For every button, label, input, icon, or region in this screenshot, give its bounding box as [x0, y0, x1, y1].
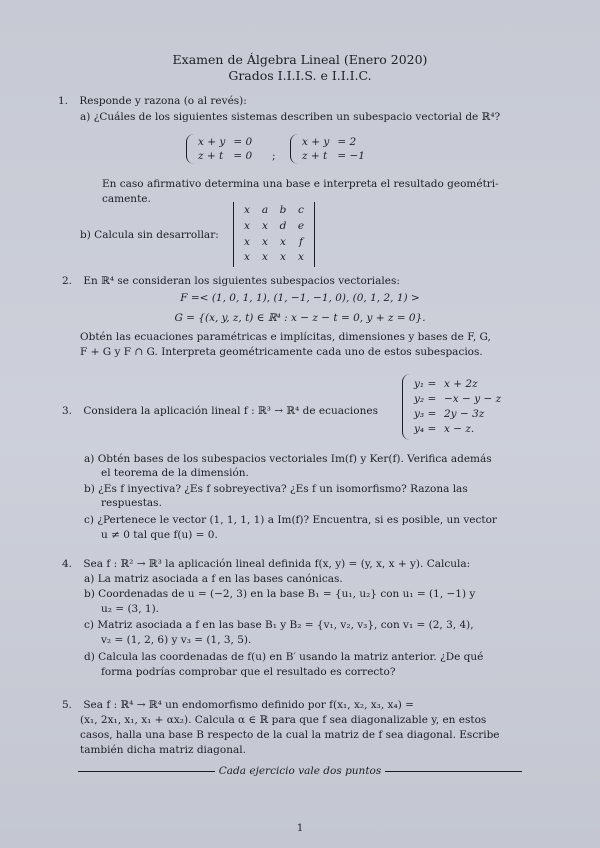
- q4-number: 4.: [62, 558, 73, 570]
- q4b-label: b): [84, 588, 95, 600]
- q3b-label: b): [84, 483, 95, 495]
- points-note: [78, 764, 522, 778]
- q3-eq-lhs: y₁ =: [414, 377, 437, 390]
- determinant: [233, 202, 315, 267]
- q4-intro: Sea f : ℝ² → ℝ³ la aplicación lineal definida f(x, y) = (y, x, x + y). Calcula:: [83, 558, 471, 570]
- q3a-label: a): [84, 453, 95, 465]
- q3b-line-1: [84, 482, 468, 496]
- page-number: 1: [296, 823, 304, 834]
- q2-intro: En ℝ⁴ se consideran los siguientes subespacios vectoriales:: [83, 275, 400, 287]
- q3c-line-1: [84, 513, 497, 527]
- q3-header: [62, 404, 378, 418]
- sys2-lhs-1: x + y: [302, 135, 330, 148]
- q1a-follow-2: camente.: [102, 193, 151, 205]
- q3b-line-2: respuestas.: [101, 497, 162, 509]
- q4d-line-1: [84, 650, 483, 664]
- q3-eq-lhs: y₃ =: [414, 408, 437, 420]
- q3-eq-rhs: −x − y − z: [444, 392, 502, 405]
- q2-header: [62, 274, 400, 288]
- q3c-line-2: u ≠ 0 tal que f(u) = 0.: [101, 529, 218, 541]
- q1-system-1: [186, 134, 252, 164]
- exam-subtitle: Grados I.I.I.S. e I.I.I.C.: [228, 68, 372, 83]
- q4a-label: a): [84, 573, 95, 585]
- points-note-text: Cada ejercicio vale dos puntos: [218, 765, 382, 777]
- q3c-text: ¿Pertenece le vector (1, 1, 1, 1) a Im(f)? Encuentra, si es posible, un vector: [97, 514, 497, 526]
- q3c-label: c): [84, 514, 94, 526]
- q1b-label: b): [80, 229, 91, 241]
- q4b-line-2: u₂ = (3, 1).: [101, 603, 160, 615]
- sys1-lhs-1: x + y: [198, 135, 226, 148]
- sys2-rhs-2: = −1: [337, 150, 365, 162]
- q1a-label: a): [80, 111, 91, 123]
- sys1-rhs-2: = 0: [233, 150, 253, 162]
- q3-eq-lhs: y₄ =: [414, 423, 437, 436]
- brace: [186, 134, 194, 164]
- q1-number: 1.: [58, 95, 69, 107]
- q4b-line-1: [84, 587, 475, 601]
- divider-right: [385, 771, 522, 772]
- q2-line-4: F + G y F ∩ G. Interpreta geométricamente cada uno de estos subespacios.: [80, 346, 483, 358]
- q3-eq-rhs: x + 2z: [444, 377, 478, 390]
- q1b-question: Calcula sin desarrollar:: [94, 229, 219, 241]
- q5-line-1: [62, 698, 414, 712]
- sys2-lhs-2: z + t: [302, 150, 328, 162]
- det-cell: x: [244, 204, 250, 216]
- det-cell: c: [298, 204, 304, 216]
- q3-eq-lhs: y₂ =: [414, 392, 437, 405]
- divider-left: [78, 771, 215, 772]
- q3-number: 3.: [62, 405, 73, 417]
- q3-intro: Considera la aplicación lineal f : ℝ³ → ℝ⁴ de ecuaciones: [83, 405, 378, 417]
- q1-system-2: [290, 134, 365, 164]
- det-cell: x: [244, 235, 250, 248]
- det-cell: f: [299, 235, 303, 248]
- sys1-lhs-2: z + t: [198, 150, 224, 162]
- det-cell: x: [262, 219, 268, 232]
- q3-eq-rhs: x − z.: [444, 423, 475, 436]
- det-cell: d: [279, 219, 287, 232]
- q5-line-3: casos, halla una base B respecto de la cual la matriz de f sea diagonal. Escribe: [80, 729, 500, 741]
- det-cell: x: [244, 251, 250, 264]
- sys2-rhs-1: = 2: [337, 135, 357, 148]
- q3-eq-rhs: 2y − 3z: [444, 408, 485, 420]
- q4b-text: Coordenadas de u = (−2, 3) en la base B₁ = {u₁, u₂} con u₁ = (1, −1) y: [98, 588, 476, 600]
- q5-number: 5.: [62, 699, 73, 711]
- q4c-line-1: [84, 618, 474, 632]
- q4c-text: Matriz asociada a f en las base B₁ y B₂ = {v₁, v₂, v₃}, con v₁ = (2, 3, 4),: [97, 619, 474, 631]
- q1-header: [58, 94, 247, 108]
- q1b-text: [80, 228, 219, 242]
- q4d-label: d): [84, 651, 95, 663]
- q2-line-3: Obtén las ecuaciones paramétricas e implícitas, dimensiones y bases de F, G,: [80, 331, 491, 343]
- q4d-text: Calcula las coordenadas de f(u) en B′ usando la matriz anterior. ¿De qué: [98, 651, 484, 663]
- det-cell: e: [297, 219, 305, 232]
- q3-system: [402, 374, 501, 440]
- q4a-line: [84, 572, 343, 586]
- q3a-line-1: [84, 452, 492, 466]
- brace: [402, 374, 410, 440]
- q4d-line-2: forma podrías comprobar que el resultado es correcto?: [101, 666, 396, 678]
- det-cell: a: [261, 204, 269, 216]
- det-cell: x: [298, 251, 304, 264]
- system-separator: ;: [272, 150, 276, 162]
- det-cell: x: [244, 219, 250, 232]
- exam-title: Examen de Álgebra Lineal (Enero 2020): [172, 52, 428, 67]
- q1-intro: Responde y razona (o al revés):: [79, 95, 247, 107]
- q5-line-4: también dicha matriz diagonal.: [80, 744, 246, 756]
- q4c-label: c): [84, 619, 94, 631]
- q1a-question: ¿Cuáles de los siguientes sistemas describen un subespacio vectorial de ℝ⁴?: [93, 111, 501, 123]
- q2-number: 2.: [62, 275, 73, 287]
- q4-header: [62, 557, 470, 571]
- det-cell: x: [262, 251, 268, 264]
- q4a-text: La matriz asociada a f en las bases canónicas.: [97, 573, 343, 585]
- q2-subspace-F: F =< (1, 0, 1, 1), (1, −1, −1, 0), (0, 1, 2, 1) >: [180, 292, 420, 304]
- det-cell: x: [280, 251, 286, 264]
- q3a-line-2: el teorema de la dimensión.: [101, 467, 249, 479]
- det-cell: b: [279, 204, 287, 216]
- q5-text-1: Sea f : ℝ⁴ → ℝ⁴ un endomorfismo definido por f(x₁, x₂, x₃, x₄) =: [83, 699, 414, 711]
- q3b-text: ¿Es f inyectiva? ¿Es f sobreyectiva? ¿Es f un isomorfismo? Razona las: [98, 483, 468, 495]
- q5-line-2: (x₁, 2x₁, x₁, x₁ + αx₂). Calcula α ∈ ℝ para que f sea diagonalizable y, en estos: [80, 714, 487, 726]
- q1a-text: [80, 110, 540, 124]
- det-cell: x: [262, 235, 268, 248]
- brace: [290, 134, 298, 164]
- q3a-text: Obtén bases de los subespacios vectoriales Im(f) y Ker(f). Verifica además: [97, 453, 492, 465]
- q1a-follow-1: En caso afirmativo determina una base e interpreta el resultado geométri-: [102, 178, 499, 190]
- det-cell: x: [280, 235, 286, 248]
- sys1-rhs-1: = 0: [233, 135, 253, 148]
- q4c-line-2: v₂ = (1, 2, 6) y v₃ = (1, 3, 5).: [101, 634, 252, 646]
- q2-subspace-G: G = {(x, y, z, t) ∈ ℝ⁴ : x − z − t = 0, y + z = 0}.: [174, 312, 426, 324]
